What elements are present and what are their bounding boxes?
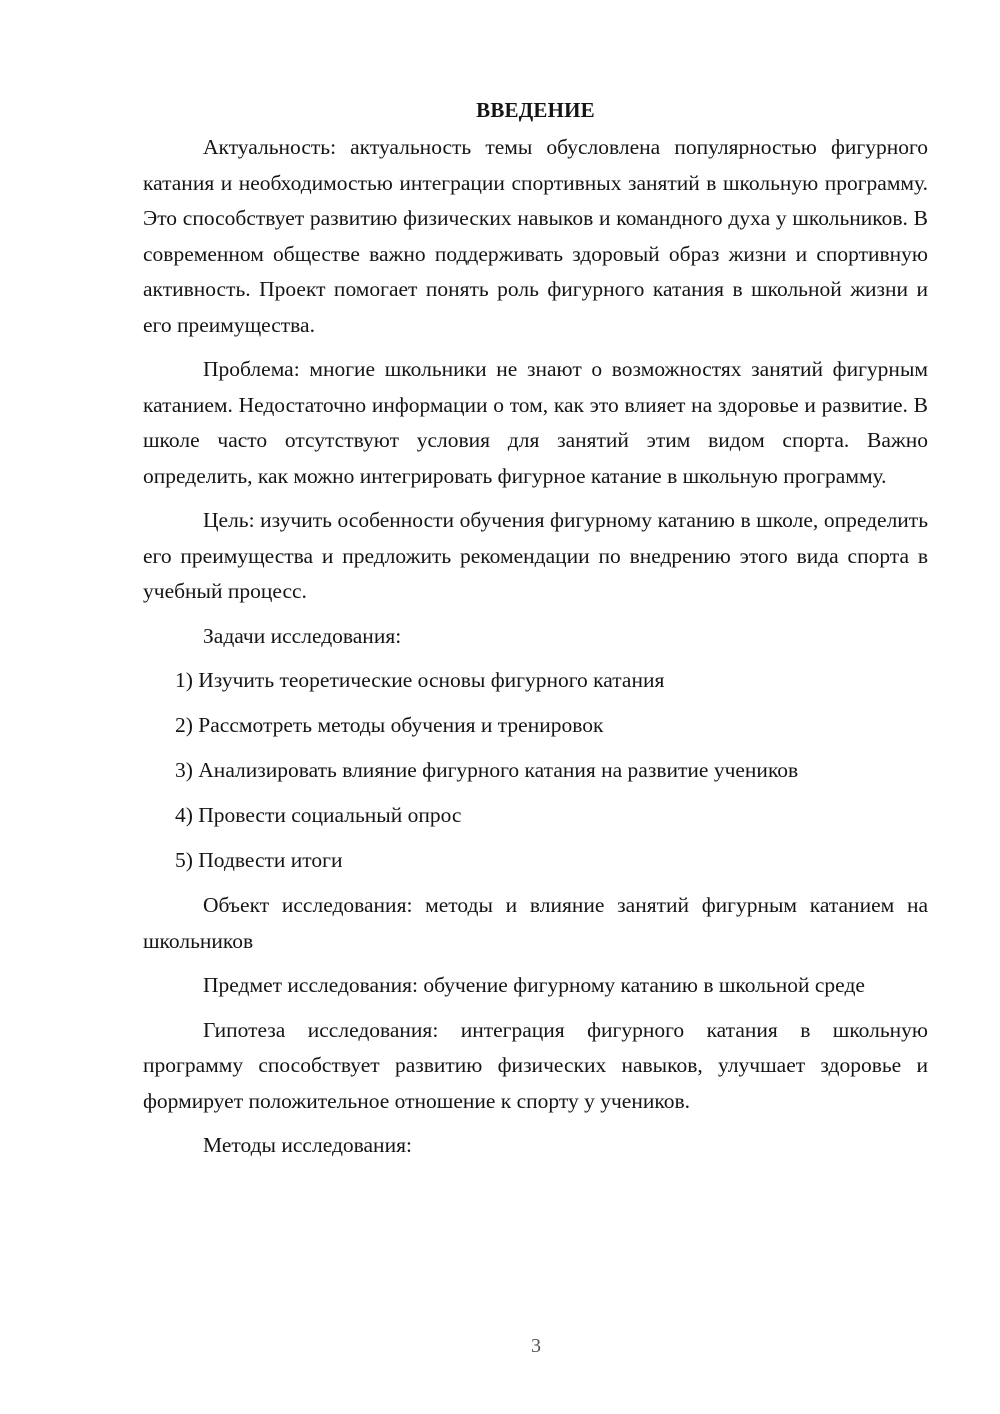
list-item: 2) Рассмотреть методы обучения и тренировок xyxy=(175,713,604,737)
problem-paragraph: Проблема: многие школьники не знают о возможностях занятий фигурным катанием. Недостаточно информации о том, как это влияет на здоровье и развитие. В школе часто отсутствуют условия для занятий этим видом спорта. Важно определить, как можно интегрировать фигурное катание в школьную программу. xyxy=(143,357,928,488)
tasks-list xyxy=(143,663,928,879)
document-body xyxy=(143,92,928,1164)
subject-paragraph: Предмет исследования: обучение фигурному катанию в школьной среде xyxy=(203,973,865,997)
relevance-paragraph: Актуальность: актуальность темы обусловлена популярностью фигурного катания и необходимостью интеграции спортивных занятий в школьную программу. Это способствует развитию физических навыков и командного духа у школьников. В современном обществе важно поддерживать здоровый образ жизни и спортивную активность. Проект помогает понять роль фигурного катания в школьной жизни и его преимущества. xyxy=(143,135,928,337)
tasks-heading: Задачи исследования: xyxy=(203,623,402,648)
goal-paragraph: Цель: изучить особенности обучения фигурному катанию в школе, определить его преимущества и предложить рекомендации по внедрению этого вида спорта в учебный процесс. xyxy=(143,508,928,603)
list-item: 1) Изучить теоретические основы фигурного катания xyxy=(175,668,665,692)
list-item: 4) Провести социальный опрос xyxy=(175,803,462,827)
methods-heading: Методы исследования: xyxy=(203,1133,412,1157)
list-item: 5) Подвести итоги xyxy=(175,848,343,872)
hypothesis-paragraph: Гипотеза исследования: интеграция фигурного катания в школьную программу способствует развитию физических навыков, улучшает здоровье и формирует положительное отношение к спорту у учеников. xyxy=(143,1017,928,1113)
page-number: 3 xyxy=(531,1335,541,1357)
object-paragraph: Объект исследования: методы и влияние занятий фигурным катанием на школьников xyxy=(143,893,928,953)
page-title: ВВЕДЕНИЕ xyxy=(476,98,595,122)
list-item: 3) Анализировать влияние фигурного катания на развитие учеников xyxy=(175,758,799,782)
